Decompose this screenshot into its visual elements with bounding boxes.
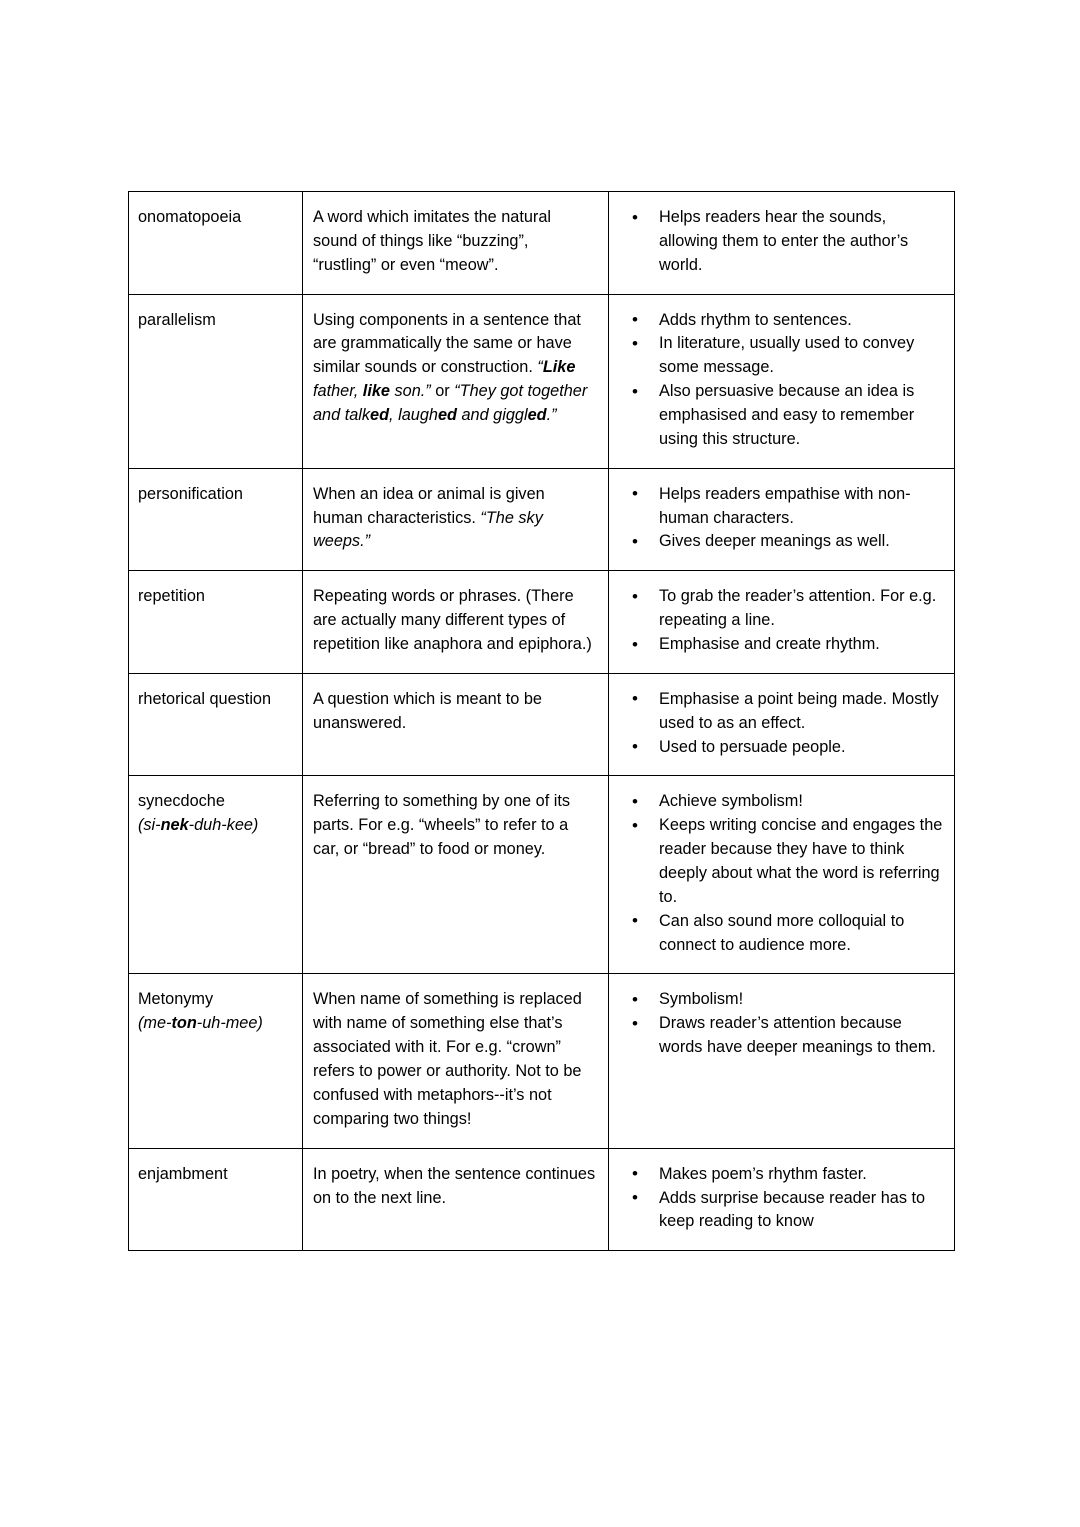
term-name: enjambment [138,1164,228,1183]
table-row [129,1148,955,1251]
effects-cell [609,468,955,571]
effects-cell [609,974,955,1148]
term-cell [129,673,303,776]
table-row [129,294,955,468]
term-cell [129,468,303,571]
effect-list-item: • Makes poem’s rhythm faster. [619,1163,944,1187]
effects-cell [609,294,955,468]
definition-cell: Referring to something by one of its parts. For e.g. “wheels” to refer to a car, or “bread” to food or money. [303,776,609,974]
effect-list-item: • Used to persuade people. [619,736,944,760]
effects-list [619,1163,944,1235]
effects-list [619,206,944,278]
effects-cell [609,1148,955,1251]
term-name: Metonymy [138,990,214,1009]
term-cell [129,776,303,974]
effect-list-item: • Achieve symbolism! [619,790,944,814]
term-cell [129,192,303,295]
effect-list-item: • Keeps writing concise and engages the reader because they have to think deeply about what the word is referring to. [619,814,944,909]
literary-devices-table [128,191,955,1251]
effect-list-item: • In literature, usually used to convey some message. [619,332,944,380]
effect-list-item: • Helps readers hear the sounds, allowing them to enter the author’s world. [619,206,944,278]
table-row [129,974,955,1148]
table-row [129,571,955,674]
term-pronunciation: (me-ton-uh-mee) [138,1014,263,1033]
definition-cell: Repeating words or phrases. (There are actually many different types of repetition like anaphora and epiphora.) [303,571,609,674]
table-body [129,192,955,1251]
effect-list-item: • Draws reader’s attention because words have deeper meanings to them. [619,1012,944,1060]
effect-list-item: • Gives deeper meanings as well. [619,530,944,554]
term-name: repetition [138,587,205,606]
definition-cell: When name of something is replaced with name of something else that’s associated with it. For e.g. “crown” refers to power or authority. Not to be confused with metaphors--it’s not comparing two things! [303,974,609,1148]
effects-list [619,309,944,452]
definition-cell: In poetry, when the sentence continues on to the next line. [303,1148,609,1251]
effects-list [619,585,944,657]
effects-cell [609,776,955,974]
effect-list-item: • Helps readers empathise with non-human characters. [619,483,944,531]
effects-cell [609,571,955,674]
effects-list [619,688,944,760]
effect-list-item: • Adds surprise because reader has to keep reading to know [619,1187,944,1235]
term-pronunciation: (si-nek-duh-kee) [138,816,259,835]
effects-cell [609,192,955,295]
effect-list-item: • Emphasise and create rhythm. [619,633,944,657]
term-name: synecdoche [138,792,225,811]
effects-list [619,483,944,555]
definition-cell: Using components in a sentence that are grammatically the same or have similar sounds or construction. “Like father, like son.” or “They got together and talked, laughed and giggled.” [303,294,609,468]
effect-list-item: • To grab the reader’s attention. For e.g. repeating a line. [619,585,944,633]
effect-list-item: • Can also sound more colloquial to connect to audience more. [619,910,944,958]
definition-cell: A word which imitates the natural sound of things like “buzzing”, “rustling” or even “meow”. [303,192,609,295]
effect-list-item: • Adds rhythm to sentences. [619,309,944,333]
table-row [129,673,955,776]
term-cell [129,294,303,468]
term-name: parallelism [138,310,216,329]
term-cell [129,571,303,674]
term-cell [129,974,303,1148]
term-name: onomatopoeia [138,208,242,226]
effects-list [619,988,944,1060]
effect-list-item: • Also persuasive because an idea is emphasised and easy to remember using this structure. [619,380,944,452]
term-cell [129,1148,303,1251]
effects-cell [609,673,955,776]
table-row [129,468,955,571]
effect-list-item: • Symbolism! [619,988,944,1012]
effect-list-item: • Emphasise a point being made. Mostly used to as an effect. [619,688,944,736]
table-row [129,192,955,295]
term-name: personification [138,484,243,503]
definition-cell: When an idea or animal is given human characteristics. “The sky weeps.” [303,468,609,571]
definition-cell: A question which is meant to be unanswered. [303,673,609,776]
term-name: rhetorical question [138,689,272,708]
effects-list [619,790,944,957]
table-row [129,776,955,974]
